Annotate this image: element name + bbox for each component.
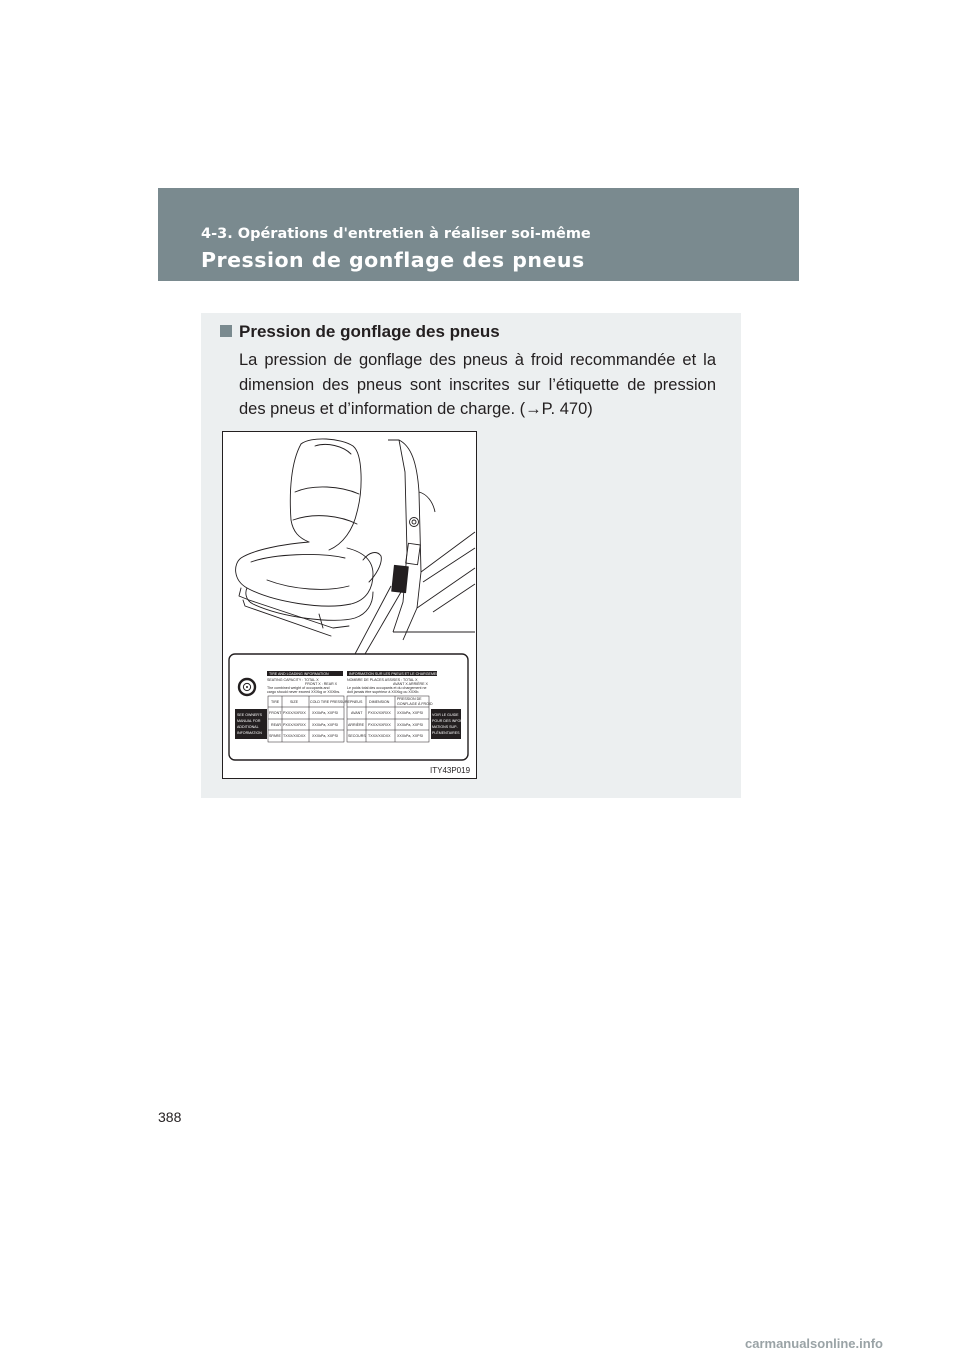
en-title: TIRE AND LOADING INFORMATION (269, 672, 329, 676)
fr-note-1: VOIR LE GUIDE (432, 713, 459, 717)
fr-note-2: POUR DES INFOR- (432, 719, 465, 723)
fr-row-front: AVANT (351, 711, 363, 715)
section-label: 4-3. Opérations d'entretien à réaliser soi-même (201, 226, 591, 242)
fr-row-rear: ARRIÈRE (348, 723, 364, 727)
seat-and-label-illustration (223, 432, 476, 778)
en-rear-pressure: XXXkPa, XXPSI (312, 723, 338, 727)
car-seat-drawing (236, 439, 382, 636)
watermark: carmanualsonline.info (745, 1336, 883, 1351)
en-note-2: MANUAL FOR (237, 719, 261, 723)
en-seating-split: FRONT X : REAR X (305, 682, 338, 686)
fr-seating-split: AVANT X ARRIÈRE X (393, 682, 428, 686)
fr-col-size: DIMENSION (369, 700, 390, 704)
door-pillar-drawing (388, 440, 475, 640)
tire-label-figure (222, 431, 477, 779)
en-col-tire: TIRE (271, 700, 280, 704)
callout-leader-lines (355, 586, 401, 654)
en-row-spare: SPARE (269, 734, 281, 738)
fr-col-tire: PNEUS (350, 700, 363, 704)
en-front-pressure: XXXkPa, XXPSI (312, 711, 338, 715)
en-front-size: PXXX/XXRXX (283, 711, 306, 715)
en-note-4: INFORMATION (237, 731, 262, 735)
figure-code: ITY43P019 (430, 766, 471, 775)
fr-note-4: PLÉMENTAIRES (432, 731, 460, 735)
en-seating: SEATING CAPACITY : TOTAL X (267, 678, 319, 682)
fr-rear-size: PXXX/XXRXX (368, 723, 391, 727)
fr-combined-line1: Le poids total des occupants et du chargement ne (347, 686, 427, 690)
en-note-3: ADDITIONAL (237, 725, 259, 729)
en-row-front: FRONT (269, 711, 282, 715)
fr-spare-size: TXXX/XXDXX (368, 734, 391, 738)
section-header (158, 188, 799, 281)
fr-spare-pressure: XXXkPa, XXPSI (397, 734, 423, 738)
en-rear-size: PXXX/XXRXX (283, 723, 306, 727)
en-row-rear: REAR (271, 723, 281, 727)
fr-col-pressure-2: GONFLAGE À FROID (397, 702, 433, 706)
info-panel (201, 313, 741, 798)
fr-row-spare: SECOURS (348, 734, 366, 738)
en-combined-line2: cargo should never exceed XXXkg or XXXlbs. (267, 690, 341, 694)
en-spare-pressure: XXXkPa, XXPSI (312, 734, 338, 738)
sub-heading-text: Pression de gonflage des pneus (239, 322, 500, 341)
sub-heading (220, 322, 500, 342)
body-paragraph: La pression de gonflage des pneus à froid recommandée et la dimension des pneus sont inscrites sur l’étiquette de pression des pneus et d’information de charge. (→P. 470) (239, 351, 716, 418)
en-col-size: SIZE (290, 700, 298, 704)
en-spare-size: TXXX/XXDXX (283, 734, 306, 738)
page-title: Pression de gonflage des pneus (201, 248, 585, 272)
fr-front-pressure: XXXkPa, XXPSI (397, 711, 423, 715)
fr-title: INFORMATION SUR LES PNEUS ET LE CHARGEMENT (349, 672, 442, 676)
fr-front-size: PXXX/XXRXX (368, 711, 391, 715)
fr-col-pressure-1: PRESSION DE (397, 697, 422, 701)
fr-note-3: MATIONS SUP- (432, 725, 458, 729)
fr-rear-pressure: XXXkPa, XXPSI (397, 723, 423, 727)
tire-information-placard (229, 654, 468, 760)
en-note-1: SEE OWNER'S (237, 713, 263, 717)
page-number: 388 (158, 1109, 182, 1125)
fr-seating: NOMBRE DE PLACES ASSISES : TOTAL X (347, 678, 418, 682)
fr-combined-line2: doit jamais être supérieur à XXXkg ou XXXlb. (347, 690, 420, 694)
en-col-pressure: COLD TIRE PRESSURE (310, 700, 350, 704)
en-combined-line1: The combined weight of occupants and (267, 686, 330, 690)
square-bullet-icon (220, 325, 232, 337)
